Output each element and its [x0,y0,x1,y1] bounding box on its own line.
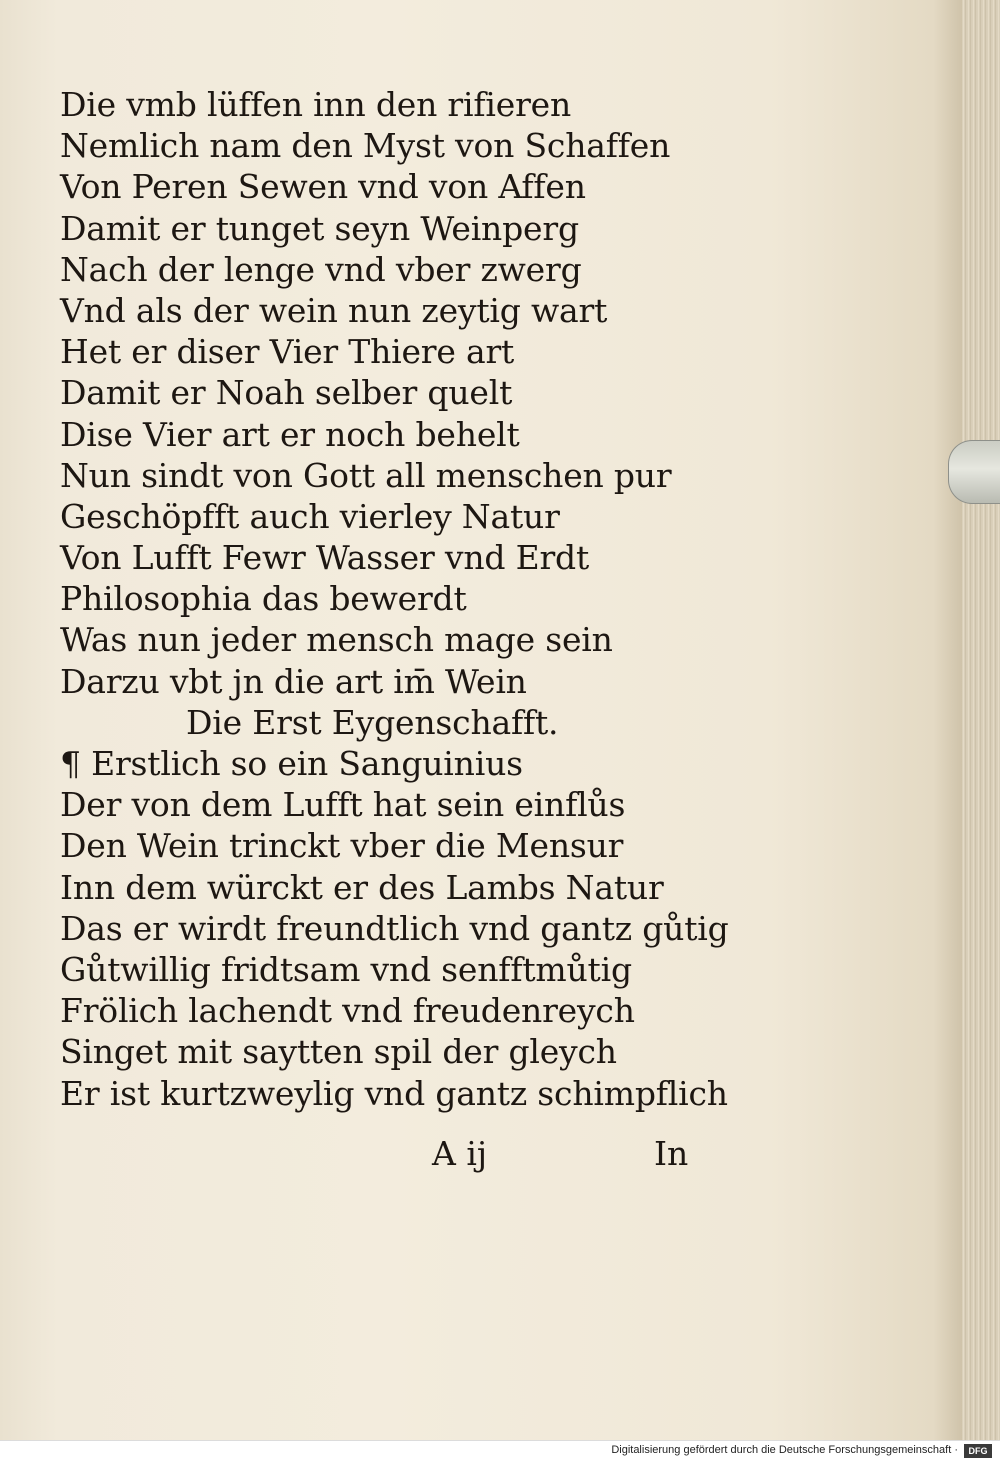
text-line: Nemlich nam den Myst von Schaffen [60,126,671,166]
text-line: Nach der lenge vnd vber zwerg [60,249,582,289]
text-line: ¶ Erstlich so ein Sanguinius [60,744,523,783]
page-edges [962,0,1000,1440]
text-line: Inn dem würckt er des Lambs Natur [60,867,664,907]
text-line: Frölich lachendt vnd freudenreych [60,991,635,1031]
footer-bar [0,1440,1000,1462]
text-line: Philosophia das bewerdt [60,579,467,619]
text-line: Vnd als der wein nun zeytig wart [60,290,608,330]
text-line: Nun sindt von Gott all menschen pur [60,455,672,495]
signature-line [60,1134,720,1178]
text-line: Gůtwillig fridtsam vnd senfftmůtig [60,949,632,989]
text-line: Damit er Noah selber quelt [60,373,513,413]
text-line: Von Lufft Fewr Wasser vnd Erdt [60,538,590,578]
text-line: Der von dem Lufft hat sein einflůs [60,785,626,825]
text-line: Het er diser Vier Thiere art [60,332,515,372]
funding-credit: Digitalisierung gefördert durch die Deutsche Forschungsgemeinschaft · [611,1444,958,1456]
text-line: Das er wirdt freundtlich vnd gantz gůtig [60,908,729,948]
text-line: Darzu vbt jn die art im̄ Wein [60,661,527,701]
text-line: Er ist kurtzweylig vnd gantz schimpflich [60,1073,728,1113]
text-line: Damit er tunget seyn Weinperg [60,208,579,248]
text-line: Was nun jeder mensch mage sein [60,620,613,660]
text-line: Den Wein trinckt vber die Mensur [60,826,624,866]
bookmark-clasp [948,440,1000,504]
section-heading: Die Erst Eygenschafft. [186,702,559,742]
text-line: Geschöpfft auch vierley Natur [60,496,560,536]
dfg-logo: DFG [964,1444,992,1458]
text-line: Dise Vier art er noch behelt [60,414,520,454]
signature-mark: A ij [432,1134,488,1173]
text-line: Singet mit saytten spil der gleych [60,1032,617,1072]
verse-text [60,84,729,1114]
text-line: Von Peren Sewen vnd von Affen [60,167,586,207]
text-line: Die vmb lüffen inn den rifieren [60,85,572,124]
catchword: In [654,1134,689,1173]
